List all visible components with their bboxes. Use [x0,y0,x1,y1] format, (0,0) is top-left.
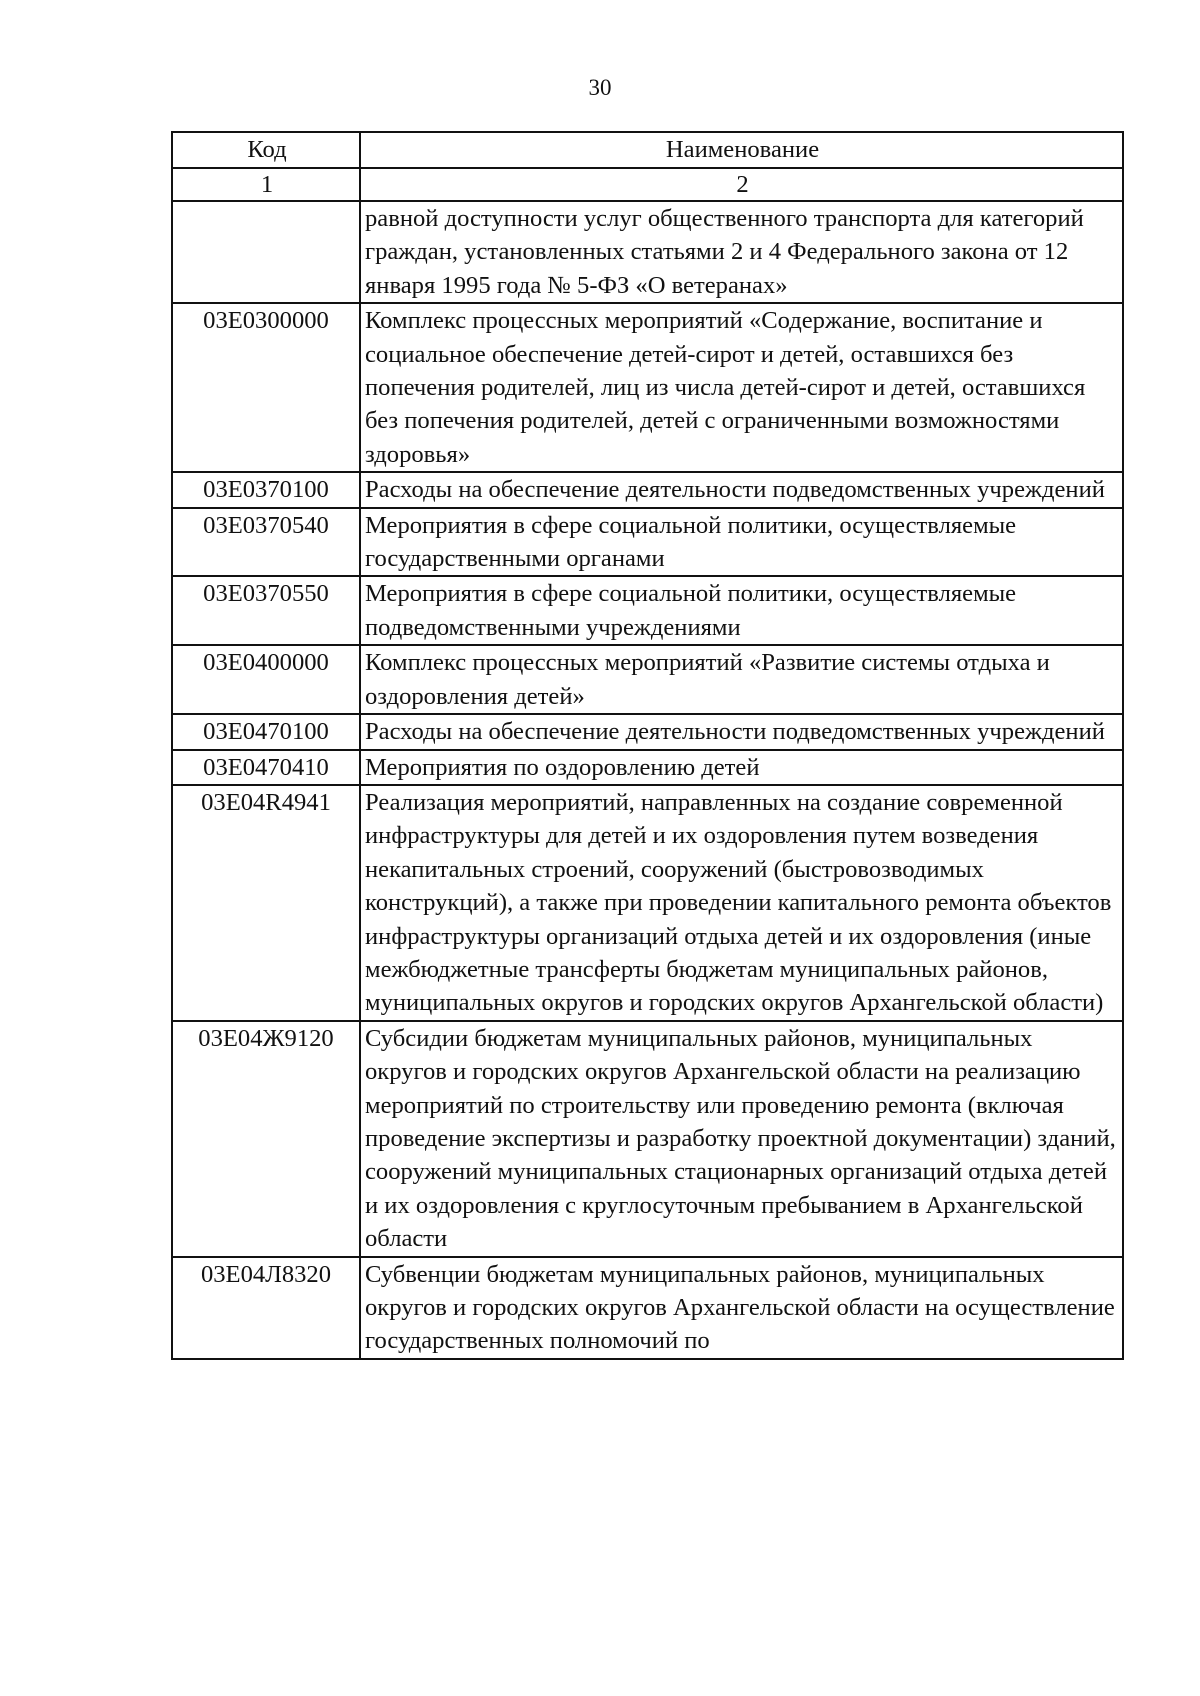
name-cell: Расходы на обеспечение деятельности подведомственных учреждений [360,714,1123,749]
name-cell: Реализация мероприятий, направленных на создание современной инфраструктуры для детей и их оздоровления путем возведения некапитальных строений, сооружений (быстровозводимых конструкций), а также при проведении капитального ремонта объектов инфраструктуры организаций отдыха детей и их оздоровления (иные межбюджетные трансферты бюджетам муниципальных районов, муниципальных округов и городских округов Архангельской области) [360,785,1123,1021]
code-cell: 03Е0370540 [172,508,360,577]
code-cell: 03Е0300000 [172,303,360,472]
code-cell: 03Е0470410 [172,750,360,785]
table-row [172,303,1123,472]
code-cell: 03Е0370100 [172,472,360,507]
table-row [172,1257,1123,1359]
table-header-row [172,132,1123,168]
table-row [172,201,1123,303]
code-cell: 03Е04R4941 [172,785,360,1021]
name-cell: равной доступности услуг общественного транспорта для категорий граждан, установленных статьями 2 и 4 Федерального закона от 12 января 1995 года № 5-ФЗ «О ветеранах» [360,201,1123,303]
code-cell [172,201,360,303]
column-number-row [172,168,1123,201]
table-row [172,508,1123,577]
name-cell: Субвенции бюджетам муниципальных районов, муниципальных округов и городских округов Архангельской области на осуществление государственных полномочий по [360,1257,1123,1359]
code-cell: 03Е04Ж9120 [172,1021,360,1257]
name-cell: Мероприятия в сфере социальной политики, осуществляемые подведомственными учреждениями [360,576,1123,645]
table-row [172,1021,1123,1257]
name-cell: Комплекс процессных мероприятий «Содержание, воспитание и социальное обеспечение детей-сирот и детей, оставшихся без попечения родителей, лиц из числа детей-сирот и детей, оставшихся без попечения родителей, детей с ограниченными возможностями здоровья» [360,303,1123,472]
name-cell: Комплекс процессных мероприятий «Развитие системы отдыха и оздоровления детей» [360,645,1123,714]
code-cell: 03Е0400000 [172,645,360,714]
page-number: 30 [588,75,612,100]
code-cell: 03Е0370550 [172,576,360,645]
table-row [172,750,1123,785]
code-table [171,131,1124,1360]
code-cell: 03Е04Л8320 [172,1257,360,1359]
table-row [172,785,1123,1021]
name-cell: Мероприятия по оздоровлению детей [360,750,1123,785]
column-number-name: 2 [360,168,1123,201]
table-row [172,576,1123,645]
name-cell: Расходы на обеспечение деятельности подведомственных учреждений [360,472,1123,507]
header-name: Наименование [360,132,1123,168]
name-cell: Субсидии бюджетам муниципальных районов, муниципальных округов и городских округов Архангельской области на реализацию мероприятий по строительству или проведению ремонта (включая проведение экспертизы и разработку проектной документации) зданий, сооружений муниципальных стационарных организаций отдыха детей и их оздоровления с круглосуточным пребыванием в Архангельской области [360,1021,1123,1257]
header-code: Код [172,132,360,168]
name-cell: Мероприятия в сфере социальной политики, осуществляемые государственными органами [360,508,1123,577]
column-number-code: 1 [172,168,360,201]
code-cell: 03Е0470100 [172,714,360,749]
table-row [172,714,1123,749]
table-row [172,472,1123,507]
table-row [172,645,1123,714]
